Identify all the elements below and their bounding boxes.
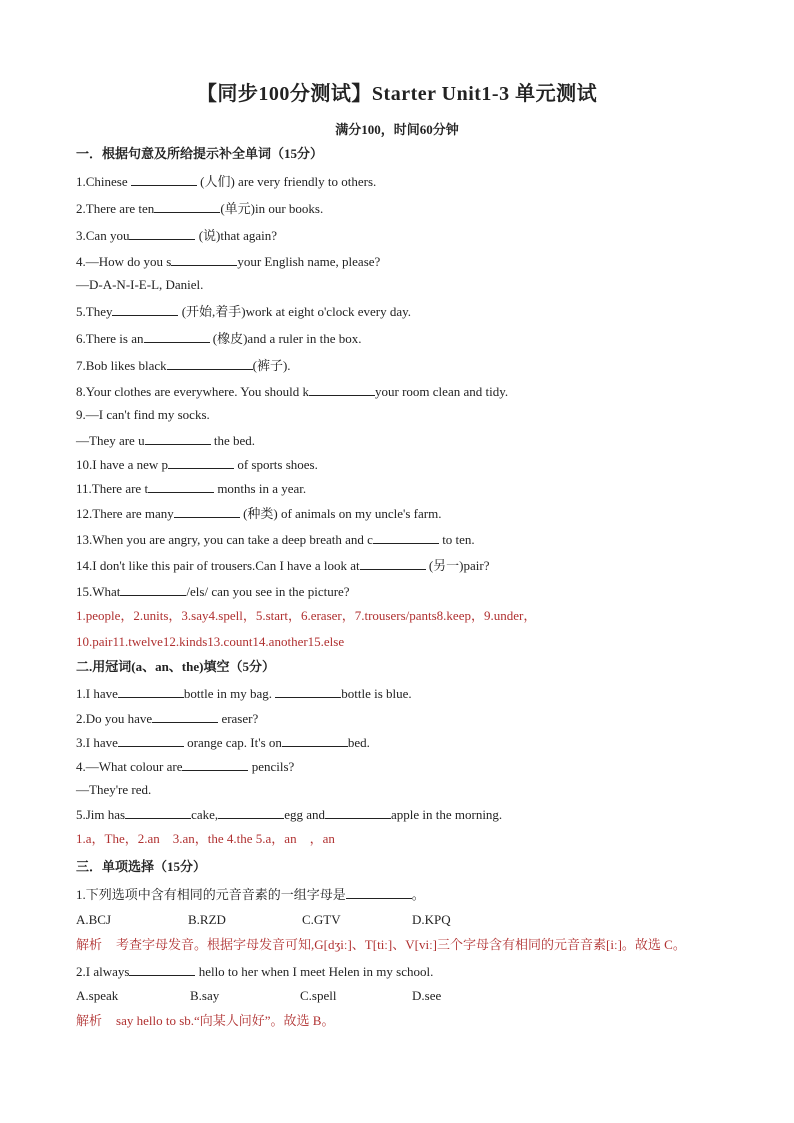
explanation-label: 解析	[76, 937, 103, 952]
s3-q2-explanation: 解析 say hello to sb.“向某人问好”。故选 B。	[76, 1013, 335, 1028]
blank-input[interactable]	[360, 557, 426, 570]
blank-input[interactable]	[145, 432, 211, 445]
s3-question-1: 1.下列选项中含有相同的元音音素的一组字母是 。	[76, 887, 425, 902]
blank-input[interactable]	[325, 806, 391, 819]
s1-question-14: 14.I don't like this pair of trousers.Can I have a look at (另一)pair?	[76, 558, 490, 573]
blank-input[interactable]	[174, 505, 240, 518]
s1-question-6: 6.There is an (橡皮)and a ruler in the box.	[76, 331, 362, 346]
s3-q1-option-a[interactable]: A.BCJ	[76, 912, 112, 927]
s1-question-8: 8.Your clothes are everywhere. You should k your room clean and tidy.	[76, 384, 509, 399]
s3-q1-option-d[interactable]: D.KPQ	[412, 912, 451, 927]
blank-input[interactable]	[144, 330, 210, 343]
s2-question-4-reply: —They're red.	[76, 782, 152, 797]
section3-heading: 三．单项选择（15分）	[76, 859, 207, 874]
s2-question-3: 3.I have orange cap. It's on bed.	[76, 735, 370, 750]
s3-q1-explanation: 解析 考查字母发音。根据字母发音可知,G[dʒiː]、T[tiː]、V[viː]三个字母含有相同的元音音素[iː]。故选 C。	[76, 937, 686, 952]
s1-question-11: 11.There are t months in a year.	[76, 481, 307, 496]
blank-input[interactable]	[120, 583, 186, 596]
blank-input[interactable]	[282, 734, 348, 747]
blank-input[interactable]	[346, 886, 412, 899]
page-title: 【同步100分测试】Starter Unit1-3 单元测试	[196, 83, 598, 105]
blank-input[interactable]	[152, 710, 218, 723]
s1-question-7: 7.Bob likes black (裤子).	[76, 358, 291, 373]
blank-input[interactable]	[218, 806, 284, 819]
s3-question-2: 2.I always hello to her when I meet Helen in my school.	[76, 964, 434, 979]
s1-question-15: 15.What /els/ can you see in the picture?	[76, 584, 350, 599]
blank-input[interactable]	[167, 357, 253, 370]
s3-q2-option-a[interactable]: A.speak	[76, 988, 119, 1003]
s3-q2-option-c[interactable]: C.spell	[300, 988, 337, 1003]
s1-question-2: 2.There are ten (单元)in our books.	[76, 201, 324, 216]
blank-input[interactable]	[171, 253, 237, 266]
s1-question-4-reply: —D-A-N-I-E-L, Daniel.	[76, 277, 204, 292]
s2-answer-line: 1.a，The，2.an 3.an，the 4.the 5.a，an ，an	[76, 831, 335, 846]
s2-question-1: 1.I have bottle in my bag. bottle is blue.	[76, 686, 412, 701]
s1-question-4: 4.—How do you s your English name, please?	[76, 254, 381, 269]
explanation-label: 解析	[76, 1013, 103, 1028]
s1-question-5: 5.They (开始,着手)work at eight o'clock every day.	[76, 304, 412, 319]
blank-input[interactable]	[129, 963, 195, 976]
s3-q1-option-c[interactable]: C.GTV	[302, 912, 341, 927]
blank-input[interactable]	[309, 383, 375, 396]
s1-answer-line-2: 10.pair11.twelve12.kinds13.count14.another15.else	[76, 634, 345, 649]
s1-question-12: 12.There are many (种类) of animals on my uncle's farm.	[76, 506, 442, 521]
s2-question-2: 2.Do you have eraser?	[76, 711, 259, 726]
s3-q2-option-d[interactable]: D.see	[412, 988, 442, 1003]
s3-q2-option-b[interactable]: B.say	[190, 988, 220, 1003]
blank-input[interactable]	[129, 227, 195, 240]
s2-question-4: 4.—What colour are pencils?	[76, 759, 295, 774]
s3-q1-option-b[interactable]: B.RZD	[188, 912, 226, 927]
blank-input[interactable]	[168, 456, 234, 469]
s1-question-13: 13.When you are angry, you can take a deep breath and c to ten.	[76, 532, 475, 547]
section1-heading: 一．根据句意及所给提示补全单词（15分）	[76, 146, 324, 161]
section2-heading: 二.用冠词(a、an、the)填空（5分）	[76, 659, 275, 674]
blank-input[interactable]	[182, 758, 248, 771]
s1-answer-line-1: 1.people，2.units，3.say4.spell，5.start，6.eraser，7.trousers/pants8.keep，9.under，	[76, 608, 537, 623]
blank-input[interactable]	[131, 173, 197, 186]
page-subtitle: 满分100，时间60分钟	[335, 122, 459, 137]
blank-input[interactable]	[118, 734, 184, 747]
s1-question-10: 10.I have a new p of sports shoes.	[76, 457, 318, 472]
blank-input[interactable]	[112, 303, 178, 316]
blank-input[interactable]	[125, 806, 191, 819]
s1-question-9: 9.—I can't find my socks.	[76, 407, 210, 422]
blank-input[interactable]	[118, 685, 184, 698]
s2-question-5: 5.Jim has cake, egg and apple in the morning.	[76, 807, 503, 822]
s1-question-3: 3.Can you (说)that again?	[76, 228, 278, 243]
s1-question-9-reply: —They are u the bed.	[76, 433, 255, 448]
s1-question-1: 1.Chinese (人们) are very friendly to others.	[76, 174, 377, 189]
blank-input[interactable]	[373, 531, 439, 544]
blank-input[interactable]	[154, 200, 220, 213]
blank-input[interactable]	[275, 685, 341, 698]
blank-input[interactable]	[148, 480, 214, 493]
